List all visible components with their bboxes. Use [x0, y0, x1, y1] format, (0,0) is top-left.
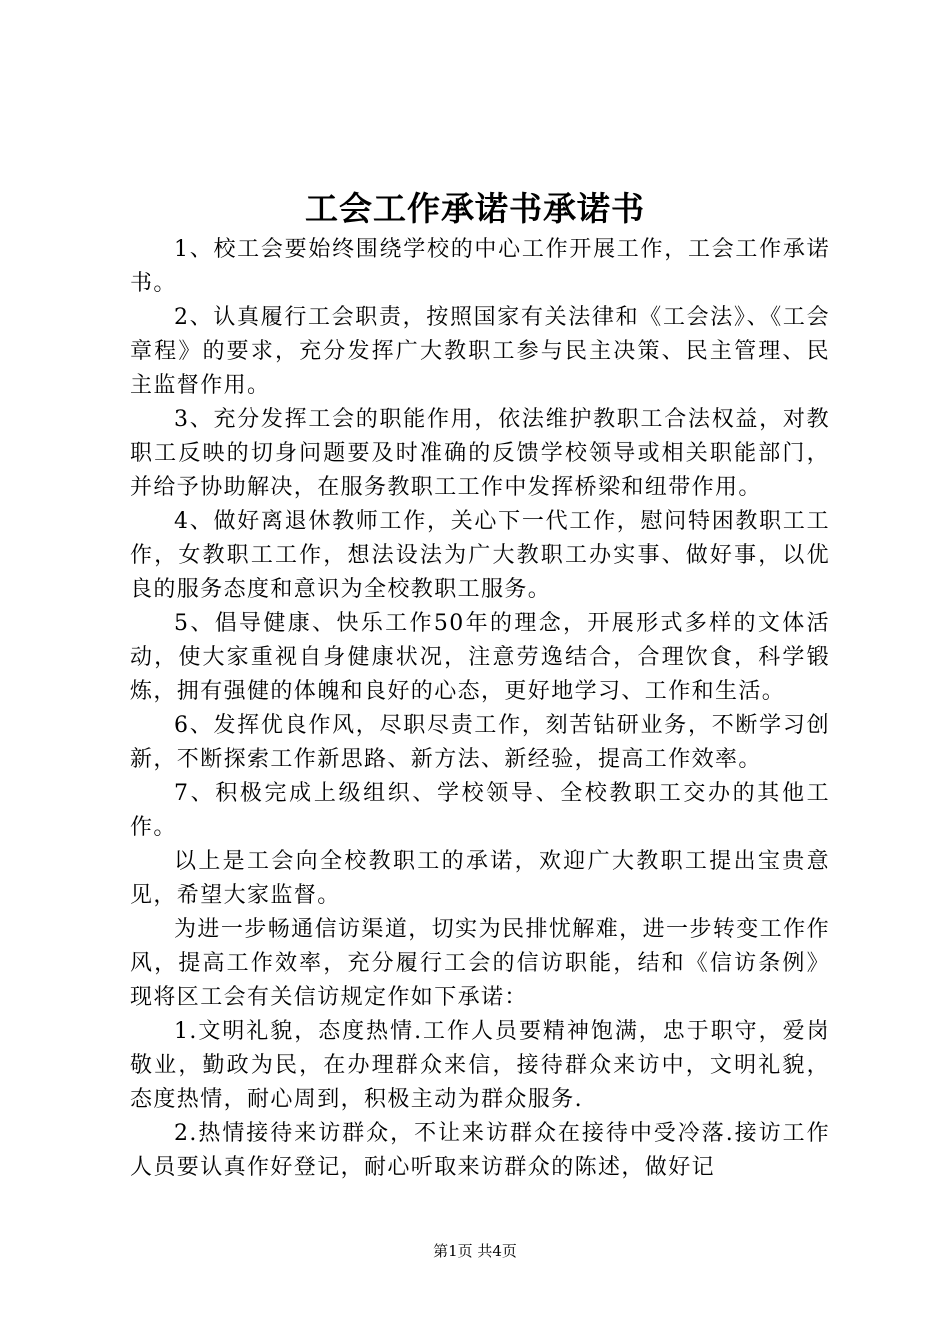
paragraph-petition-2: 2.热情接待来访群众，不让来访群众在接待中受冷落.接访工作人员要认真作好登记，耐心听取来访群众的陈述，做好记 [130, 1121, 830, 1180]
paragraph-petition-intro: 为进一步畅通信访渠道，切实为民排忧解难，进一步转变工作作风，提高工作效率，充分履行工会的信访职能，结和《信访条例》现将区工会有关信访规定作如下承诺： [130, 917, 830, 1010]
paragraph-petition-1: 1.文明礼貌，态度热情.工作人员要精神饱满，忠于职守，爱岗敬业，勤政为民，在办理群众来信，接待群众来访中，文明礼貌，态度热情，耐心周到，积极主动为群众服务. [130, 1019, 830, 1112]
paragraph-5: 5、倡导健康、快乐工作50年的理念，开展形式多样的文体活动，使大家重视自身健康状况，注意劳逸结合，合理饮食，科学锻炼，拥有强健的体魄和良好的心态，更好地学习、工作和生活。 [130, 611, 830, 704]
document-body [130, 233, 830, 1185]
paragraph-7: 7、积极完成上级组织、学校领导、全校教职工交办的其他工作。 [130, 781, 830, 840]
paragraph-summary: 以上是工会向全校教职工的承诺，欢迎广大教职工提出宝贵意见，希望大家监督。 [130, 849, 830, 908]
paragraph-6: 6、发挥优良作风，尽职尽责工作，刻苦钻研业务，不断学习创新，不断探索工作新思路、新方法、新经验，提高工作效率。 [130, 713, 830, 772]
paragraph-4: 4、做好离退休教师工作，关心下一代工作，慰问特困教职工工作，女教职工工作，想法设法为广大教职工办实事、做好事，以优良的服务态度和意识为全校教职工服务。 [130, 509, 830, 602]
page-number: 第1页 共4页 [433, 1242, 517, 1260]
paragraph-2: 2、认真履行工会职责，按照国家有关法律和《工会法》、《工会章程》的要求，充分发挥广大教职工参与民主决策、民主管理、民主监督作用。 [130, 305, 830, 398]
paragraph-3: 3、充分发挥工会的职能作用，依法维护教职工合法权益，对教职工反映的切身问题要及时准确的反馈学校领导或相关职能部门，并给予协助解决，在服务教职工工作中发挥桥梁和纽带作用。 [130, 407, 830, 500]
paragraph-1: 1、校工会要始终围绕学校的中心工作开展工作，工会工作承诺书。 [130, 237, 830, 296]
document-title: 工会工作承诺书承诺书 [305, 189, 645, 228]
